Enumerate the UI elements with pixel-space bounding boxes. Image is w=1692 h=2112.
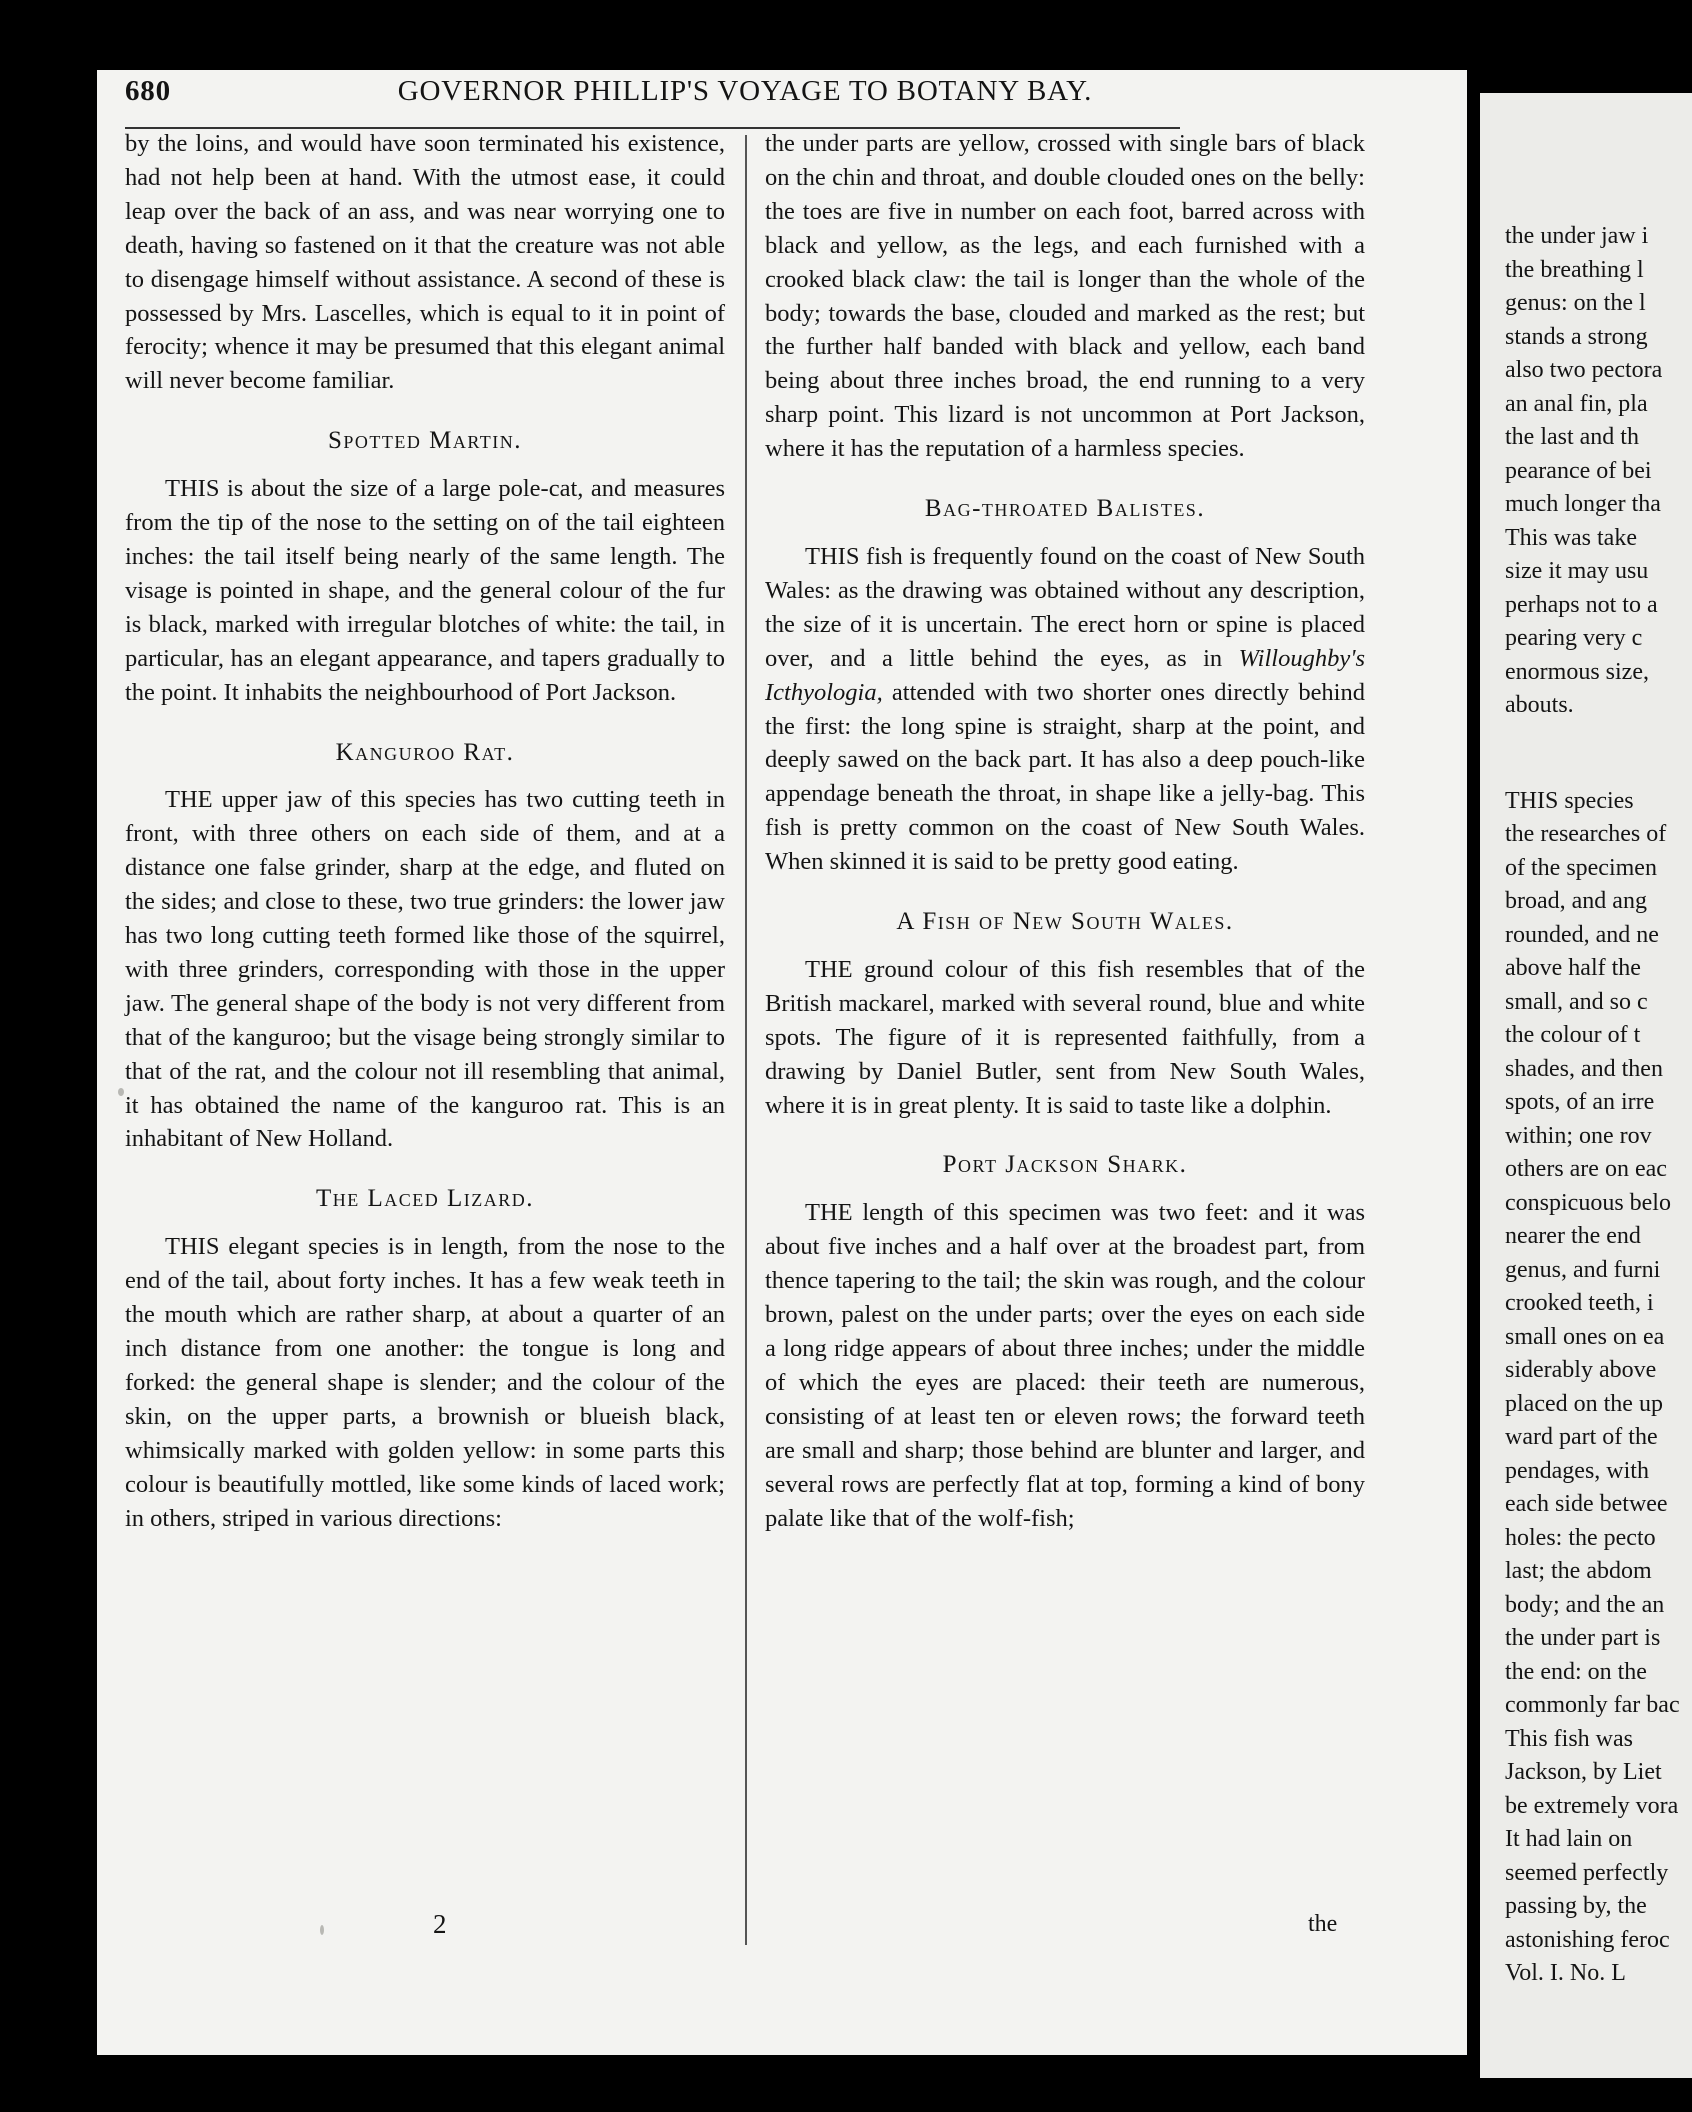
scan-speck — [118, 1088, 124, 1096]
facing-page-line: the under jaw i — [1505, 223, 1649, 249]
left-column — [125, 127, 725, 1535]
facing-page-line: much longer tha — [1505, 491, 1661, 517]
facing-page-line: astonishing feroc — [1505, 1926, 1670, 1953]
middle-column — [765, 127, 1365, 1535]
heading-spotted-martin: Spotted Martin. — [327, 427, 523, 455]
facing-page-line: each side betwee — [1505, 1491, 1668, 1517]
facing-page-line: the colour of t — [1505, 1022, 1641, 1048]
heading-fish-of-new-south-wales: A Fish of New South Wales. — [896, 908, 1234, 936]
facing-page-line: rounded, and ne — [1505, 921, 1659, 948]
facing-page-line: also two pectora — [1505, 357, 1663, 383]
facing-page-line: nearer the end — [1505, 1223, 1641, 1249]
heading-bag-throated-balistes: Bag-throated Balistes. — [924, 495, 1206, 523]
facing-page-line: conspicuous belo — [1505, 1189, 1671, 1216]
facing-page-line: broad, and ang — [1505, 888, 1647, 914]
facing-page — [1480, 93, 1692, 2078]
paragraph-spotted-martin: THIS is about the size of a large pole-cat, and measures from the tip of the nose to the setting on of the tail eighteen inches: the tail itself being nearly of the same length. The visage is pointed in shape, and the general colour of the fur is black, marked with irregular blotches of white: the tail, in particular, has an elegant appearance, and tapers gradually to the point. It inhabits the neighbourhood of Port Jackson. — [125, 475, 725, 706]
signature-mark: 2 — [433, 1909, 447, 1939]
facing-page-line: body; and the an — [1505, 1591, 1665, 1618]
facing-page-line: stands a strong — [1505, 323, 1648, 350]
facing-page-line: size it may usu — [1505, 558, 1649, 584]
column-rule — [745, 135, 747, 1945]
facing-page-line: be extremely vora — [1505, 1792, 1679, 1819]
paragraph-lizard-continued: the under parts are yellow, crossed with single bars of black on the chin and throat, and double clouded ones on the belly: the toes are five in number on each foot, barred across with black and yellow, as the legs, and each furnished with a crooked black claw: the tail is longer than the whole of the body; towards the base, clouded and marked as the rest; but the further half banded with black and yellow, each band being about three inches broad, the end running to a very sharp point. This lizard is not uncommon at Port Jackson, where it has the reputation of a harmless species. — [765, 130, 1365, 463]
facing-page-line: of the specimen — [1505, 854, 1657, 881]
paragraph-port-jackson-shark: THE length of this specimen was two feet: and it was about five inches and a half over at the broadest part, from thence tapering to the tail; the skin was rough, and the colour brown, palest on the under parts; over the eyes on each side a long ridge appears of about three inches; under the middle of which the eyes are placed: their teeth are numerous, consisting of at least ten or eleven rows; the forward teeth are small and sharp; those behind are blunter and larger, and several rows are perfectly flat at top, forming a kind of bony palate like that of the wolf-fish; — [765, 1199, 1365, 1532]
facing-page-line: pearing very c — [1505, 625, 1643, 651]
facing-page-line: abouts. — [1505, 692, 1574, 718]
facing-page-line: the under part is — [1505, 1625, 1661, 1651]
facing-page-line: commonly far bac — [1505, 1692, 1680, 1718]
page-number: 680 — [125, 75, 171, 107]
facing-page-line: This was take — [1505, 524, 1637, 551]
balistes-text-a: THIS fish is frequently found on the coast of New South Wales: as the drawing was obtained without any description, the size of it is uncertain. The erect horn or spine is placed over, and a little behind the eyes, as in — [765, 542, 1365, 672]
facing-page-line: others are on eac — [1505, 1156, 1667, 1182]
paragraph-continuation: by the loins, and would have soon terminated his existence, had not help been at hand. With the utmost ease, it could leap over the back of an ass, and was near worrying one to death, having so fastened on it that the creature was not able to disengage himself without assistance. A second of these is possessed by Mrs. Lascelles, which is equal to it in point of ferocity; whence it may be presumed that this elegant animal will never become familiar. — [125, 130, 725, 395]
facing-page-line: passing by, the — [1505, 1893, 1647, 1919]
paragraph-laced-lizard: THIS elegant species is in length, from the nose to the end of the tail, about forty inches. It has a few weak teeth in the mouth which are rather sharp, at about a quarter of an inch distance from one another: the tongue is long and forked: the general shape is slender; and the colour of the skin, on the upper parts, a brownish or blueish black, whimsically marked with golden yellow: in some parts this colour is beautifully mottled, like some kinds of laced work; in others, striped in various directions: — [125, 1233, 725, 1532]
facing-page-line: holes: the pecto — [1505, 1524, 1656, 1551]
facing-page-line: placed on the up — [1505, 1390, 1663, 1417]
balistes-citation: Willoughby's Icthyologia, — [765, 644, 1365, 706]
facing-page-lines-bottom — [1505, 785, 1692, 1991]
facing-page-line: pendages, with — [1505, 1457, 1649, 1484]
facing-page-line: genus: on the l — [1505, 290, 1646, 316]
facing-page-lines-top — [1505, 220, 1692, 723]
catchword: the — [1308, 1911, 1338, 1937]
facing-page-line: pearance of bei — [1505, 457, 1652, 484]
page-header — [125, 75, 1190, 125]
facing-page-line: within; one rov — [1505, 1122, 1652, 1149]
facing-page-line: THIS species — [1505, 787, 1634, 814]
balistes-text-b: attended with two shorter ones directly behind the first: the long spine is straight, sharp at the point, and deeply sawed on the back part. It has also a deep pouch-like appendage beneath the throat, in shape like a jelly-bag. This fish is pretty common on the coast of New South Wales. When skinned it is said to be pretty good eating. — [765, 678, 1365, 876]
facing-page-line: the last and th — [1505, 424, 1639, 450]
facing-page-line: above half the — [1505, 955, 1641, 981]
facing-page-line: last; the abdom — [1505, 1558, 1652, 1584]
heading-laced-lizard: The Laced Lizard. — [315, 1185, 535, 1213]
facing-page-line: perhaps not to a — [1505, 591, 1658, 618]
heading-port-jackson-shark: Port Jackson Shark. — [942, 1151, 1188, 1179]
facing-page-line: shades, and then — [1505, 1055, 1663, 1082]
facing-page-line: seemed perfectly — [1505, 1859, 1669, 1886]
facing-page-line: It had lain on — [1505, 1826, 1633, 1852]
facing-page-line: an anal fin, pla — [1505, 390, 1648, 417]
facing-page-column — [1505, 220, 1692, 1991]
facing-page-line: Jackson, by Liet — [1505, 1759, 1662, 1785]
facing-page-line: This fish was — [1505, 1725, 1633, 1752]
scan-speck — [320, 1925, 324, 1935]
facing-page-line: spots, of an irre — [1505, 1089, 1655, 1115]
facing-page-line: ward part of the — [1505, 1424, 1658, 1450]
paragraph-balistes — [765, 540, 1365, 879]
facing-page-line: enormous size, — [1505, 658, 1649, 685]
facing-page-line: small ones on ea — [1505, 1323, 1665, 1350]
facing-page-line: crooked teeth, i — [1505, 1290, 1654, 1316]
facing-page-line: the breathing l — [1505, 256, 1644, 283]
facing-page-line: siderably above — [1505, 1357, 1657, 1383]
facing-page-line: Vol. I. No. L — [1505, 1960, 1626, 1986]
facing-page-line: the end: on the — [1505, 1658, 1647, 1685]
facing-page-line: small, and so c — [1505, 988, 1648, 1015]
paragraph-kanguroo-rat: THE upper jaw of this species has two cutting teeth in front, with three others on each side of them, and at a distance one false grinder, sharp at the edge, and fluted on the sides; and close to these, two true grinders: the lower jaw has two long cutting teeth formed like those of the squirrel, with three grinders, corresponding with those in the upper jaw. The general shape of the body is not very different from that of the kanguroo; but the visage being strongly similar to that of the rat, and the colour not ill resembling that animal, it has obtained the name of the kanguroo rat. This is an inhabitant of New Holland. — [125, 786, 725, 1153]
heading-kanguroo-rat: Kanguroo Rat. — [335, 738, 515, 766]
facing-page-line: the researches of — [1505, 821, 1667, 847]
paragraph-fish-of-new-south-wales: THE ground colour of this fish resembles that of the British mackarel, marked with several round, blue and white spots. The figure of it is represented faithfully, from a drawing by Daniel Butler, sent from New South Wales, where it is in great plenty. It is said to taste like a dolphin. — [765, 955, 1365, 1119]
facing-page-line: genus, and furni — [1505, 1256, 1661, 1283]
running-head: GOVERNOR PHILLIP'S VOYAGE TO BOTANY BAY. — [397, 75, 1093, 107]
